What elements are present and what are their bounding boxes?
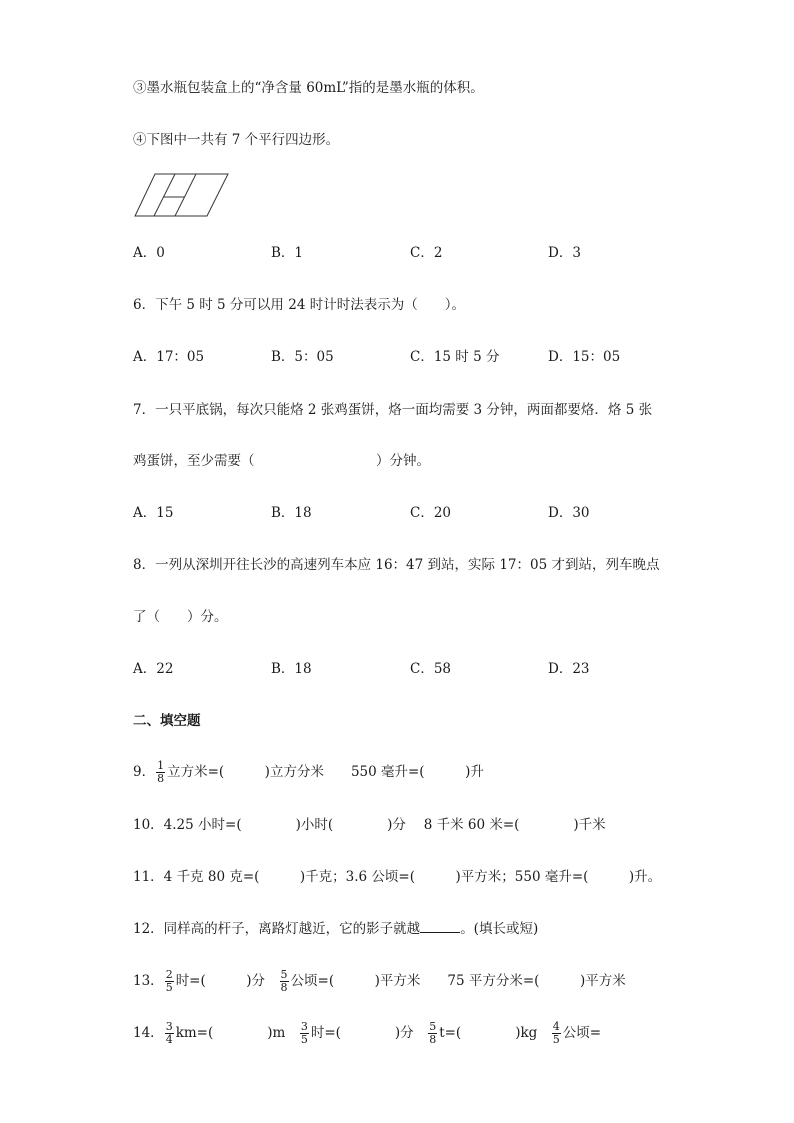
q13-fraction-1	[165, 969, 174, 994]
q13-fraction-2	[280, 969, 289, 994]
q8-option-b[interactable]: B．18	[271, 661, 312, 677]
question-7-line-2: 鸡蛋饼，至少需要（ ）分钟。	[133, 453, 430, 469]
q12-text-a: 12．同样高的杆子，离路灯越近，它的影子就越	[133, 921, 421, 937]
fraction-denominator: 8	[280, 981, 288, 994]
fraction-numerator: 2	[165, 968, 173, 981]
q14-fraction-3	[428, 1021, 437, 1046]
q13-text-a: 时=( )分	[175, 973, 279, 989]
q6-option-d[interactable]: D．15：05	[548, 349, 621, 365]
question-14	[133, 1021, 601, 1046]
q13-text-b: 公顷=( )平方米 75 平方分米=( )平方米	[290, 973, 626, 989]
fraction-denominator: 8	[157, 772, 165, 785]
q5-option-d[interactable]: D．3	[548, 245, 581, 261]
fraction-numerator: 1	[157, 759, 165, 772]
section-heading: 二、填空题	[133, 713, 201, 729]
q14-text-d: 公顷=	[562, 1025, 602, 1041]
fraction-numerator: 5	[280, 968, 288, 981]
q14-text-b: 时=( )分	[310, 1025, 428, 1041]
q14-fraction-2	[300, 1021, 309, 1046]
question-8-line-1: 8．一列从深圳开往长沙的高速列车本应 16：47 到站，实际 17：05 才到站，列车晚点	[133, 557, 660, 573]
q5-option-b[interactable]: B．1	[271, 245, 304, 261]
question-8-line-2: 了（ ）分。	[133, 609, 228, 625]
fraction-numerator: 3	[300, 1020, 308, 1033]
fraction-denominator: 5	[300, 1033, 308, 1046]
fraction-numerator: 5	[429, 1020, 437, 1033]
question-10: 10．4.25 小时=( )小时( )分 8 千米 60 米=( )千米	[133, 817, 606, 833]
q14-fraction-4	[552, 1021, 561, 1046]
q9-text: 立方米=( )立方分米 550 毫升=( )升	[167, 764, 484, 780]
q6-option-c[interactable]: C．15 时 5 分	[410, 349, 500, 365]
q14-fraction-1	[165, 1021, 174, 1046]
question-13	[133, 969, 626, 994]
q6-option-a[interactable]: A．17：05	[133, 349, 205, 365]
q14-text-a: km=( )m	[175, 1025, 299, 1041]
answer-blank[interactable]	[420, 920, 460, 933]
q7-option-c[interactable]: C．20	[410, 505, 452, 521]
question-6: 6．下午 5 时 5 分可以用 24 时计时法表示为（ ）。	[133, 297, 465, 313]
q14-number: 14．	[133, 1025, 164, 1041]
q12-text-b: 。(填长或短)	[460, 921, 539, 937]
fraction-denominator: 4	[165, 1033, 173, 1046]
q8-option-d[interactable]: D．23	[548, 661, 590, 677]
question-7-line-1: 7．一只平底锅，每次只能烙 2 张鸡蛋饼，烙一面均需要 3 分钟，两面都要烙．烙 5 张	[133, 402, 653, 418]
fraction-numerator: 4	[552, 1020, 560, 1033]
parallelogram-figure	[133, 171, 231, 219]
statement-3: ③墨水瓶包装盒上的“净含量 60mL”指的是墨水瓶的体积。	[133, 80, 484, 96]
q7-option-a[interactable]: A．15	[133, 505, 174, 521]
q13-number: 13．	[133, 973, 164, 989]
q5-option-c[interactable]: C．2	[410, 245, 443, 261]
q8-option-c[interactable]: C．58	[410, 661, 452, 677]
q5-option-a[interactable]: A．0	[133, 245, 165, 261]
fraction-numerator: 3	[165, 1020, 173, 1033]
q6-option-b[interactable]: B．5：05	[271, 349, 334, 365]
q7-option-d[interactable]: D．30	[548, 505, 590, 521]
q8-option-a[interactable]: A．22	[133, 661, 174, 677]
question-11: 11．4 千克 80 克=( )千克；3.6 公顷=( )平方米；550 毫升=( )升。	[133, 869, 662, 885]
statement-4: ④下图中一共有 7 个平行四边形。	[133, 132, 340, 148]
question-12	[133, 920, 538, 938]
fraction-denominator: 5	[552, 1033, 560, 1046]
q7-option-b[interactable]: B．18	[271, 505, 312, 521]
q9-fraction	[156, 760, 165, 785]
question-9	[133, 760, 484, 785]
q14-text-c: t=( )kg	[439, 1025, 551, 1041]
fraction-denominator: 5	[165, 981, 173, 994]
fraction-denominator: 8	[429, 1033, 437, 1046]
q9-number: 9．	[133, 764, 156, 780]
